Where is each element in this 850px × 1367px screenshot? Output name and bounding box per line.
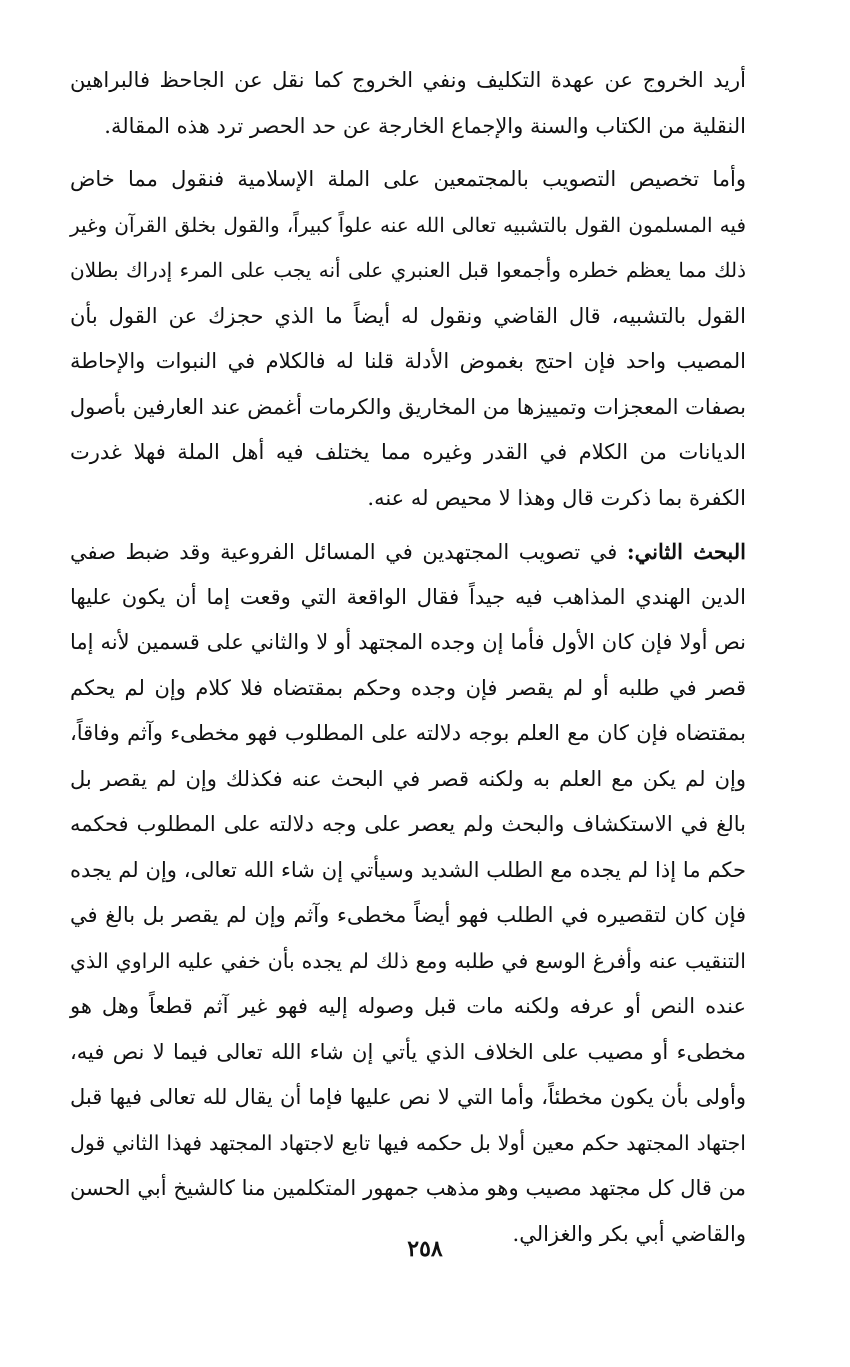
book-page-text [70, 58, 746, 1257]
text-line: بمقتضاه فإن كان مع العلم بوجه دلالته على المطلوب فهو مخطىء وآثم وفاقاً، [70, 721, 746, 745]
text-line: قصر في طلبه أو لم يقصر فإن وجده وحكم بمقتضاه فلا كلام وإن لم يحكم [70, 675, 746, 700]
paragraph-2 [70, 157, 746, 521]
text-line: فإن كان لتقصيره في الطلب فهو أيضاً مخطىء وآثم وإن لم يقصر بل بالغ في [70, 903, 746, 927]
text-line: اجتهاد المجتهد حكم معين أولا بل حكمه فيها تابع لاجتهاد المجتهد فهذا الثاني قول [70, 1130, 746, 1155]
text-line: الديانات من الكلام في القدر وغيره مما يختلف فيه أهل الملة فهلا غدرت [70, 440, 746, 464]
text-line: النقلية من الكتاب والسنة والإجماع الخارجة عن حد الحصر ترد هذه المقالة. [104, 113, 746, 138]
text-line: مخطىء أو مصيب على الخلاف الذي يأتي إن شاء الله تعالى فيما لا نص فيه، [70, 1039, 746, 1064]
text-line: بصفات المعجزات وتمييزها من المخاريق والكرمات أغمض عند العارفين بأصول [69, 394, 746, 419]
text-line: عنده النص أو عرفه ولكنه مات قبل وصوله إليه فهو غير آثم قطعاً وهل هو [70, 994, 746, 1018]
text-line: ذلك مما يعظم خطره وأجمعوا قبل العنبري على أنه يجب على المرء إدراك بطلان [70, 258, 746, 282]
text-line: أريد الخروج عن عهدة التكليف ونفي الخروج كما نقل عن الجاحظ فالبراهين [70, 68, 746, 92]
text-line: التنقيب عنه وأفرغ الوسع في طلبه ومع ذلك لم يجده بأن خفي عليه الراوي الذي [70, 948, 746, 973]
text-line: الكفرة بما ذكرت قال وهذا لا محيص له عنه. [367, 485, 746, 510]
text-line: حكم ما إذا لم يجده مع الطلب الشديد وسيأتي إن شاء الله تعالى، وإن لم يجده [70, 857, 746, 882]
text-line: المصيب واحد فإن احتج بغموض الأدلة قلنا له فالكلام في النبوات والإحاطة [70, 349, 746, 373]
page-number: ٢٥٨ [407, 1236, 443, 1262]
text-line: وأولى بأن يكون مخطئاً، وأما التي لا نص عليها فإما أن يقال لله تعالى فيها قبل [70, 1085, 746, 1109]
text-line [70, 529, 746, 575]
text-line: نص أولا فإن كان الأول فأما إن وجده المجتهد أو لا والثاني على قسمين لأنه إما [70, 630, 746, 654]
heading-line-rest: في تصويب المجتهدين في المسائل الفروعية وقد ضبط صفي [70, 540, 618, 564]
paragraph-3 [70, 529, 746, 1257]
text-line: القول بالتشبيه، قال القاضي ونقول له أيضاً ما الذي حجزك عن القول بأن [70, 303, 746, 328]
text-line: وإن لم يكن مع العلم به ولكنه قصر في البحث عنه فكذلك وإن لم يقصر بل [70, 766, 746, 791]
text-line: الدين الهندي المذاهب فيه جيداً فقال الواقعة التي وقعت إما أن يكون عليها [70, 584, 746, 609]
text-line: فيه المسلمون القول بالتشبيه تعالى الله عنه علواً كبيراً، والقول بخلق القرآن وغير [70, 212, 746, 237]
text-line: وأما تخصيص التصويب بالمجتمعين على الملة الإسلامية فنقول مما خاض [70, 167, 746, 191]
paragraph-1 [70, 58, 746, 149]
text-line: من قال كل مجتهد مصيب وهو مذهب جمهور المتكلمين منا كالشيخ أبي الحسن [70, 1176, 746, 1200]
text-line: بالغ في الاستكشاف والبحث ولم يعصر على وجه دلالته على المطلوب فحكمه [70, 812, 746, 836]
section-heading: البحث الثاني: [626, 539, 746, 564]
text-line: والقاضي أبي بكر والغزالي. [512, 1221, 746, 1246]
